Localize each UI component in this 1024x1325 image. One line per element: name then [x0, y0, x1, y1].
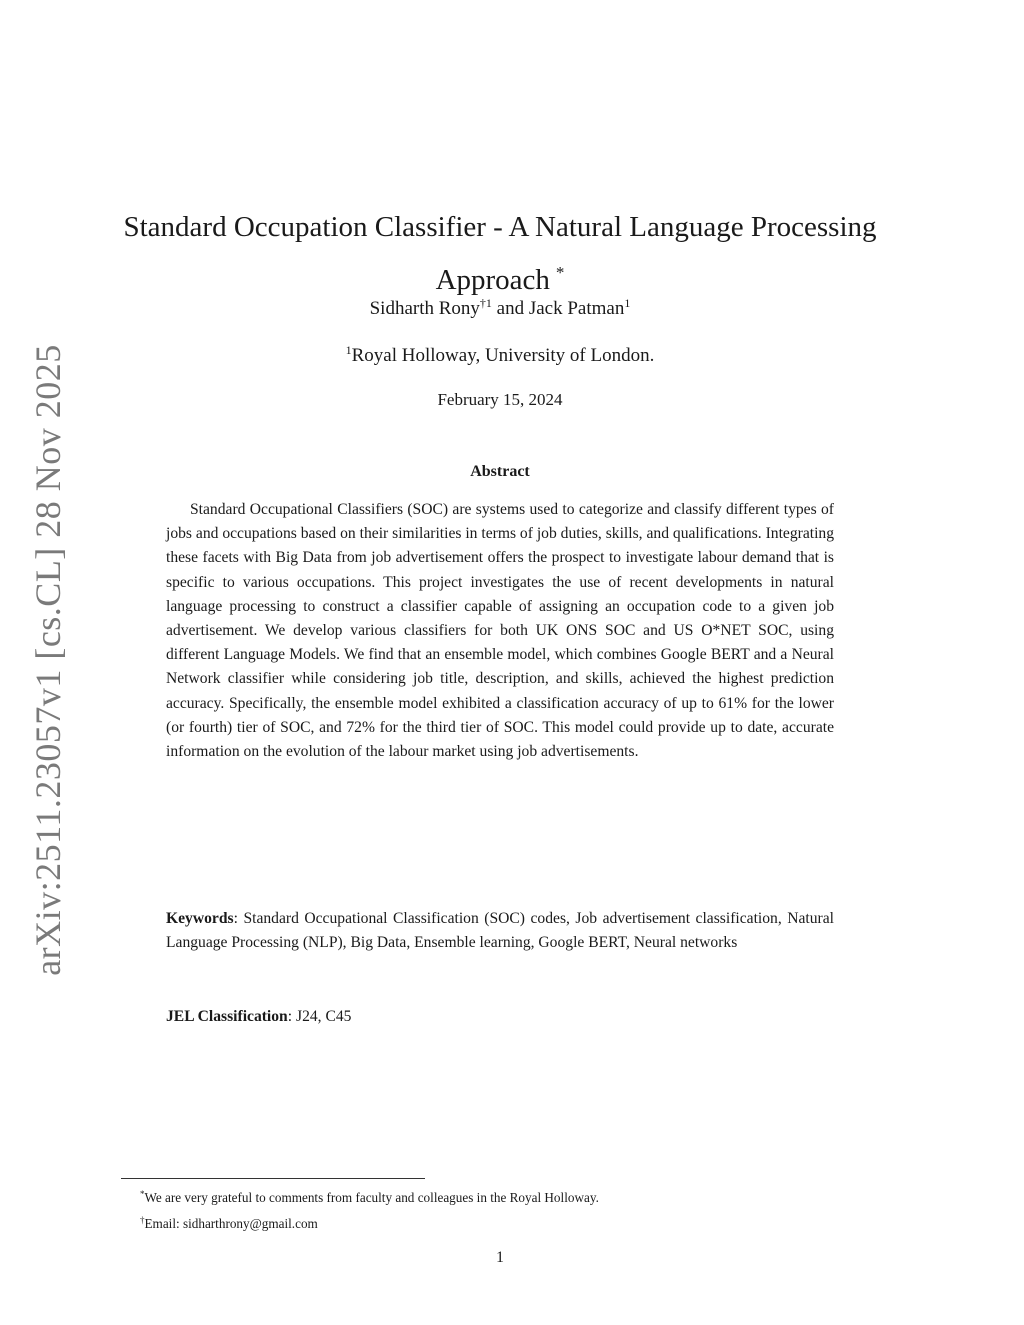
footnote: [140, 1215, 318, 1233]
keywords-label: Keywords: [166, 910, 234, 927]
keywords-separator: :: [233, 910, 238, 927]
jel-classification: [166, 1005, 834, 1029]
keywords-paragraph: [166, 907, 834, 955]
affiliation-mark: 1: [345, 343, 352, 357]
arxiv-identifier-stamp: arXiv:2511.23057v1 [cs.CL] 28 Nov 2025: [28, 344, 68, 976]
abstract-body: Standard Occupational Classifiers (SOC) are systems used to categorize and classify different types of jobs and occupations based on their similarities in terms of job duties, skills, and qualifications. Integrating these facets with Big Data from job advertisement offers the prospect to investigate labour demand that is specific to various occupations. This project investigates the use of recent developments in natural language processing to construct a classifier capable of assigning an occupation code to a given job advertisement. We develop various classifiers for both UK ONS SOC and US O*NET SOC, using different Language Models. We find that an ensemble model, which combines Google BERT and a Neural Network classifier while considering job title, description, and skills, achieved the highest prediction accuracy. Specifically, the ensemble model exhibited a classification accuracy of up to 61% for the lower (or fourth) tier of SOC, and 72% for the third tier of SOC. This model could provide up to date, accurate information on the evolution of the labour market using job advertisements.: [166, 501, 834, 761]
footnote: [140, 1189, 599, 1207]
footnote-mark: *: [140, 1189, 145, 1199]
abstract-heading: Abstract: [470, 463, 530, 480]
footnote-text: We are very grateful to comments from faculty and colleagues in the Royal Holloway.: [144, 1190, 599, 1205]
jel-separator: :: [287, 1008, 293, 1025]
page-number: 1: [496, 1249, 504, 1266]
footnote-text: Email: sidharthrony@gmail.com: [144, 1216, 318, 1231]
keywords-text: Standard Occupational Classification (SOC) codes, Job advertisement classification, Natural Language Processing (NLP), Big Data, Ensemble learning, Google BERT, Neural networks: [166, 910, 834, 952]
jel-label: JEL Classification: [166, 1008, 288, 1025]
title-line-2: [110, 250, 890, 303]
title-line-1: Standard Occupation Classifier - A Natural Language Processing: [123, 211, 877, 243]
jel-codes: J24, C45: [296, 1008, 352, 1025]
author-name: Sidharth Rony: [369, 298, 480, 319]
author-conjunction: and: [496, 298, 525, 319]
paper-date: February 15, 2024: [437, 390, 563, 409]
author-list: [110, 298, 890, 320]
paper-title: [110, 204, 890, 303]
author-affiliation-mark: †1: [479, 296, 492, 310]
footnote-divider: [121, 1178, 425, 1179]
affiliation-text: Royal Holloway, University of London.: [351, 345, 655, 366]
footnote-mark: †: [140, 1215, 145, 1225]
affiliation: [110, 345, 890, 367]
title-footnote-mark: *: [555, 263, 565, 282]
title-line-2-text: Approach: [435, 264, 550, 296]
author-affiliation-mark: 1: [624, 296, 631, 310]
author-name: Jack Patman: [528, 298, 625, 319]
